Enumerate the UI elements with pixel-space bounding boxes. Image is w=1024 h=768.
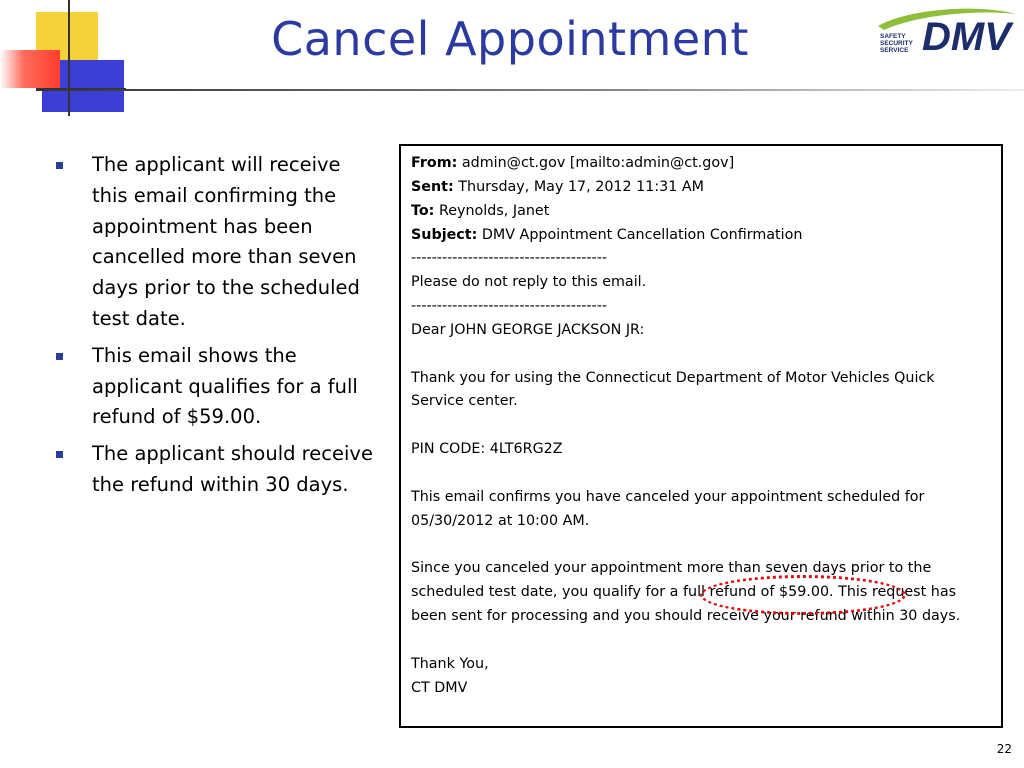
email-to-value: Reynolds, Janet (434, 202, 550, 219)
email-confirm-paragraph: This email confirms you have canceled your appointment scheduled for 05/30/2012 at 10:00 AM. (411, 488, 925, 529)
email-from-value: admin@ct.gov [mailto:admin@ct.gov] (457, 155, 735, 171)
bullet-text: The applicant will receive this email confirming the appointment has been cancelled more than seven days prior to the scheduled test date. (92, 153, 360, 330)
email-signature: CT DMV (411, 679, 468, 696)
email-subject-label: Subject: (411, 226, 478, 243)
bullet-item (52, 439, 382, 501)
bullet-text: The applicant should receive the refund within 30 days. (92, 442, 373, 496)
email-closing: Thank You, (411, 655, 489, 672)
email-to-label: To: (411, 202, 435, 219)
email-thanks-paragraph: Thank you for using the Connecticut Department of Motor Vehicles Quick Service center. (411, 369, 935, 410)
email-refund-paragraph: Since you canceled your appointment more than seven days prior to the scheduled test date, you qualify for a full refund of $59.00. This request has been sent for processing and you should receive your refund within 30 days. (411, 560, 961, 625)
email-subject-value: DMV Appointment Cancellation Confirmation (477, 226, 803, 243)
bullet-text: This email shows the applicant qualifies for a full refund of $59.00. (92, 343, 358, 429)
email-sent-line (411, 176, 991, 200)
email-sent-label: Sent: (411, 178, 454, 195)
email-divider-top: -------------------------------------- (411, 250, 608, 267)
title-divider (36, 89, 1024, 91)
logo-brand-text: DMV (922, 15, 1011, 59)
bullet-item (52, 150, 382, 335)
email-from-label: From: (411, 155, 458, 171)
email-sent-value: Thursday, May 17, 2012 11:31 AM (453, 178, 705, 195)
dmv-logo (870, 4, 1020, 60)
bullet-square-icon (56, 353, 63, 360)
email-spacer (411, 414, 991, 438)
email-greeting: Dear JOHN GEORGE JACKSON JR: (411, 321, 645, 338)
email-spacer (411, 534, 991, 558)
email-divider-bottom: -------------------------------------- (411, 298, 608, 315)
logo-small-text-1: SAFETY (880, 33, 906, 40)
decor-red-block (0, 50, 60, 88)
email-screenshot-box (399, 144, 1003, 728)
logo-small-text-2: SECURITY (880, 40, 913, 47)
email-to-line (411, 200, 991, 224)
page-number: 22 (996, 742, 1012, 756)
email-no-reply: Please do not reply to this email. (411, 274, 647, 291)
bullet-item (52, 341, 382, 433)
email-spacer (411, 343, 991, 367)
email-from-line (411, 152, 991, 176)
refund-highlight-circle (700, 575, 906, 615)
decor-vertical-line (68, 0, 70, 116)
bullet-square-icon (56, 451, 63, 458)
logo-small-text-3: SERVICE (880, 47, 909, 54)
email-pin-code: PIN CODE: 4LT6RG2Z (411, 441, 563, 458)
email-subject-line (411, 224, 991, 248)
bullet-list (52, 150, 382, 507)
email-spacer (411, 462, 991, 486)
page-title: Cancel Appointment (271, 12, 749, 66)
email-spacer (411, 629, 991, 653)
bullet-square-icon (56, 162, 63, 169)
